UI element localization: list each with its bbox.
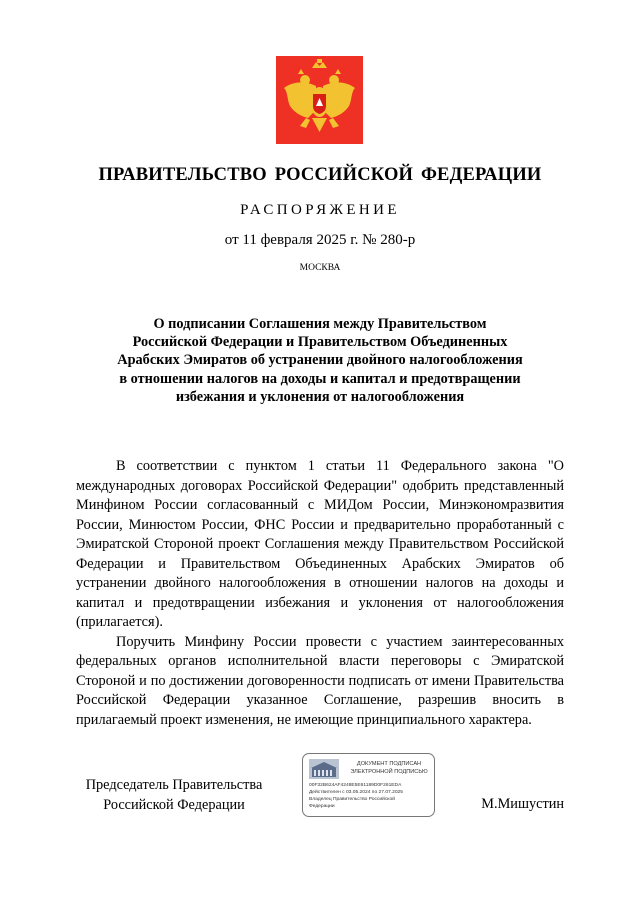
position-line: Председатель Правительства (85, 777, 263, 793)
paragraph: Поручить Минфину России провести с участием заинтересованных федеральных органов исполнительной власти переговоры с Эмиратской Стороной и по достижении договоренности подписать от имени Правительства Российской Федерации указанное Соглашение, разрешив вносить в прилагаемый проект изменения, не имеющие принципиального характера. (76, 633, 564, 728)
document-heading (0, 315, 640, 406)
stamp-details (309, 782, 403, 810)
heading-line: Российской Федерации и Правительством Объединенных (132, 334, 508, 351)
date-and-number: от 11 февраля 2025 г. № 280-р (224, 232, 416, 248)
document-body (76, 457, 564, 730)
certificate-number: 00F32B624AF4248E5E61189D0F261EDA (309, 783, 402, 788)
city: МОСКВА (299, 263, 341, 273)
heading-line: Арабских Эмиратов об устранении двойного налогообложения (117, 352, 523, 369)
owner-line: Федерации (309, 804, 335, 809)
heading-line: О подписании Соглашения между Правительством (153, 316, 487, 332)
signatory-name: М.Мишустин (481, 796, 564, 812)
building-icon (309, 759, 339, 779)
owner-line: Владелец Правительство Российской (309, 797, 395, 802)
paragraph: В соответствии с пунктом 1 статьи 11 Федерального закона "О международных договорах Российской Федерации" одобрить представленный Минфином России согласованный с МИДом России, Минэкономразвития России, Минюстом России, ФНС России и предварительно проработанный с Эмиратской Стороной проект Соглашения между Правительством Российской Федерации и Правительством Объединенных Арабских Эмиратов об устранении двойного налогообложения в отношении налогов на доходы и капитал и предотвращении избежания и уклонения от налогообложения (прилагается). (76, 458, 564, 630)
heading-line: в отношении налогов на доходы и капитал и предотвращении (119, 370, 521, 387)
heading-line: избежания и уклонения от налогообложения (175, 388, 465, 405)
stamp-heading (343, 760, 435, 776)
signatory-position (76, 776, 272, 815)
stamp-heading-line: ДОКУМЕНТ ПОДПИСАН (356, 761, 422, 767)
government-title: ПРАВИТЕЛЬСТВО РОССИЙСКОЙ ФЕДЕРАЦИИ (98, 165, 542, 185)
coat-of-arms-icon (276, 56, 363, 144)
stamp-heading-line: ЭЛЕКТРОННОЙ ПОДПИСЬЮ (350, 769, 428, 775)
position-line: Российской Федерации (103, 796, 245, 813)
validity-period: Действителен с 03.05.2024 по 27.07.2025 (309, 790, 403, 795)
document-type: РАСПОРЯЖЕНИЕ (240, 202, 400, 218)
electronic-signature-stamp (302, 753, 435, 817)
